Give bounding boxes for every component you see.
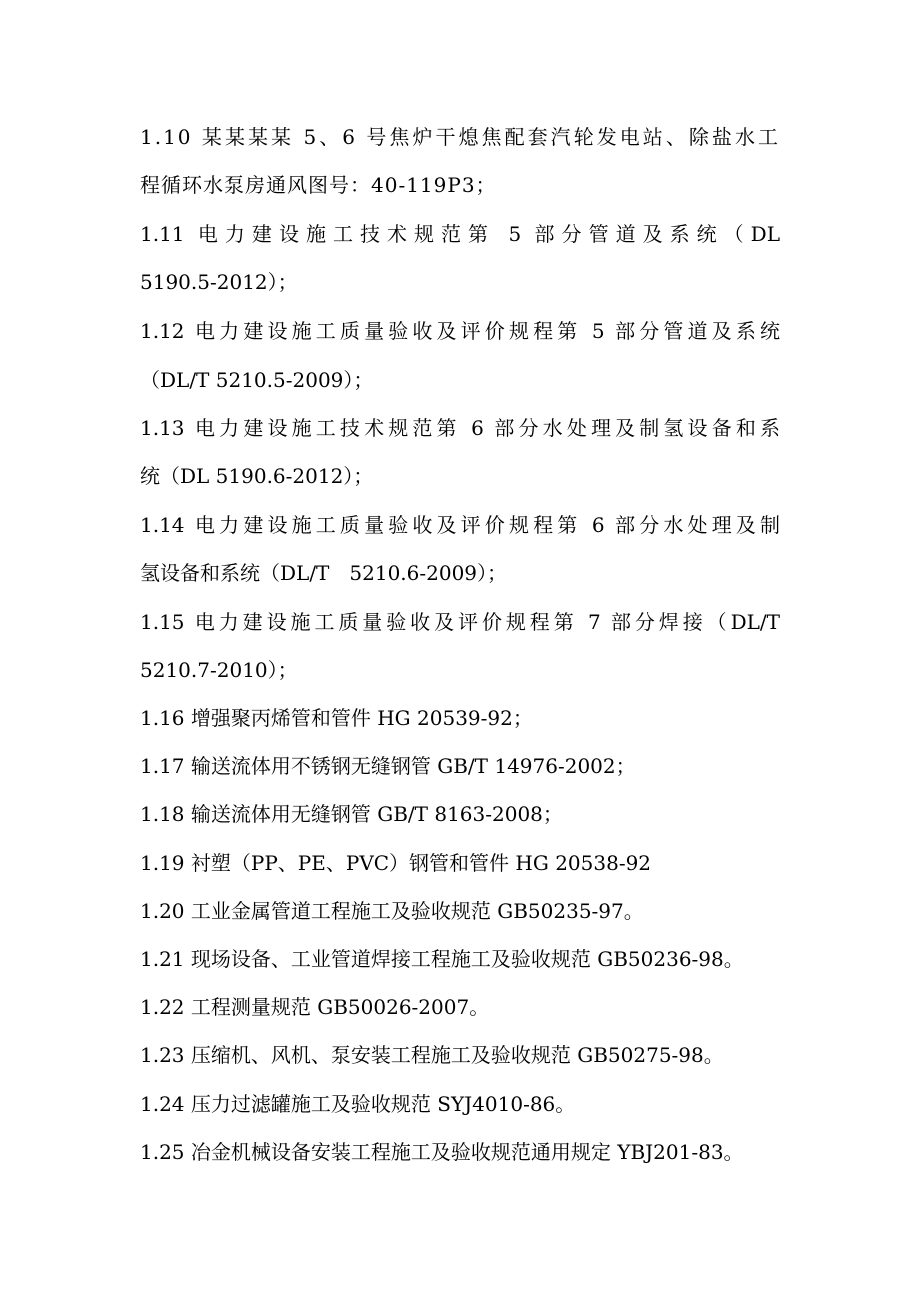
text-line: 1.18 输送流体用无缝钢管 GB/T 8163-2008； [140,802,563,826]
text-line: 1.17 输送流体用不锈钢无缝钢管 GB/T 14976-2002； [140,754,636,778]
text-line: 1.11 电力建设施工技术规范第 5 部分管道及系统（DL [140,222,780,246]
text-line: 5210.7-2010）； [140,658,298,682]
text-line: 1.19 衬塑（PP、PE、PVC）钢管和管件 HG 20538-92 [140,851,652,875]
text-line: 5190.5-2012）； [140,270,298,294]
text-line: 1.21 现场设备、工业管道焊接工程施工及验收规范 GB50236-98。 [140,947,744,971]
text-line: （DL/T 5210.5-2009）； [140,368,374,392]
text-line: 1.13 电力建设施工技术规范第 6 部分水处理及制氢设备和系 [140,416,780,440]
text-line: 1.14 电力建设施工质量验收及评价规程第 6 部分水处理及制 [140,513,780,537]
text-line: 统（DL 5190.6-2012）； [140,464,374,488]
text-line: 1.15 电力建设施工质量验收及评价规程第 7 部分焊接（DL/T [140,610,780,634]
text-line: 1.20 工业金属管道工程施工及验收规范 GB50235-97。 [140,899,644,923]
text-line: 1.25 冶金机械设备安装工程施工及验收规范通用规定 YBJ201-83。 [140,1140,744,1164]
text-line: 1.10 某某某某 5、6 号焦炉干熄焦配套汽轮发电站、除盐水工 [140,125,780,149]
text-line: 1.16 增强聚丙烯管和管件 HG 20539-92； [140,706,533,730]
text-line: 氢设备和系统（DL/T 5210.6-2009）； [140,561,508,585]
text-line: 1.24 压力过滤罐施工及验收规范 SYJ4010-86。 [140,1092,576,1116]
text-line: 程循环水泵房通风图号：40-119P3； [140,173,497,197]
text-line: 1.12 电力建设施工质量验收及评价规程第 5 部分管道及系统 [140,319,780,343]
text-line: 1.22 工程测量规范 GB50026-2007。 [140,995,490,1019]
text-line: 1.23 压缩机、风机、泵安装工程施工及验收规范 GB50275-98。 [140,1043,724,1067]
